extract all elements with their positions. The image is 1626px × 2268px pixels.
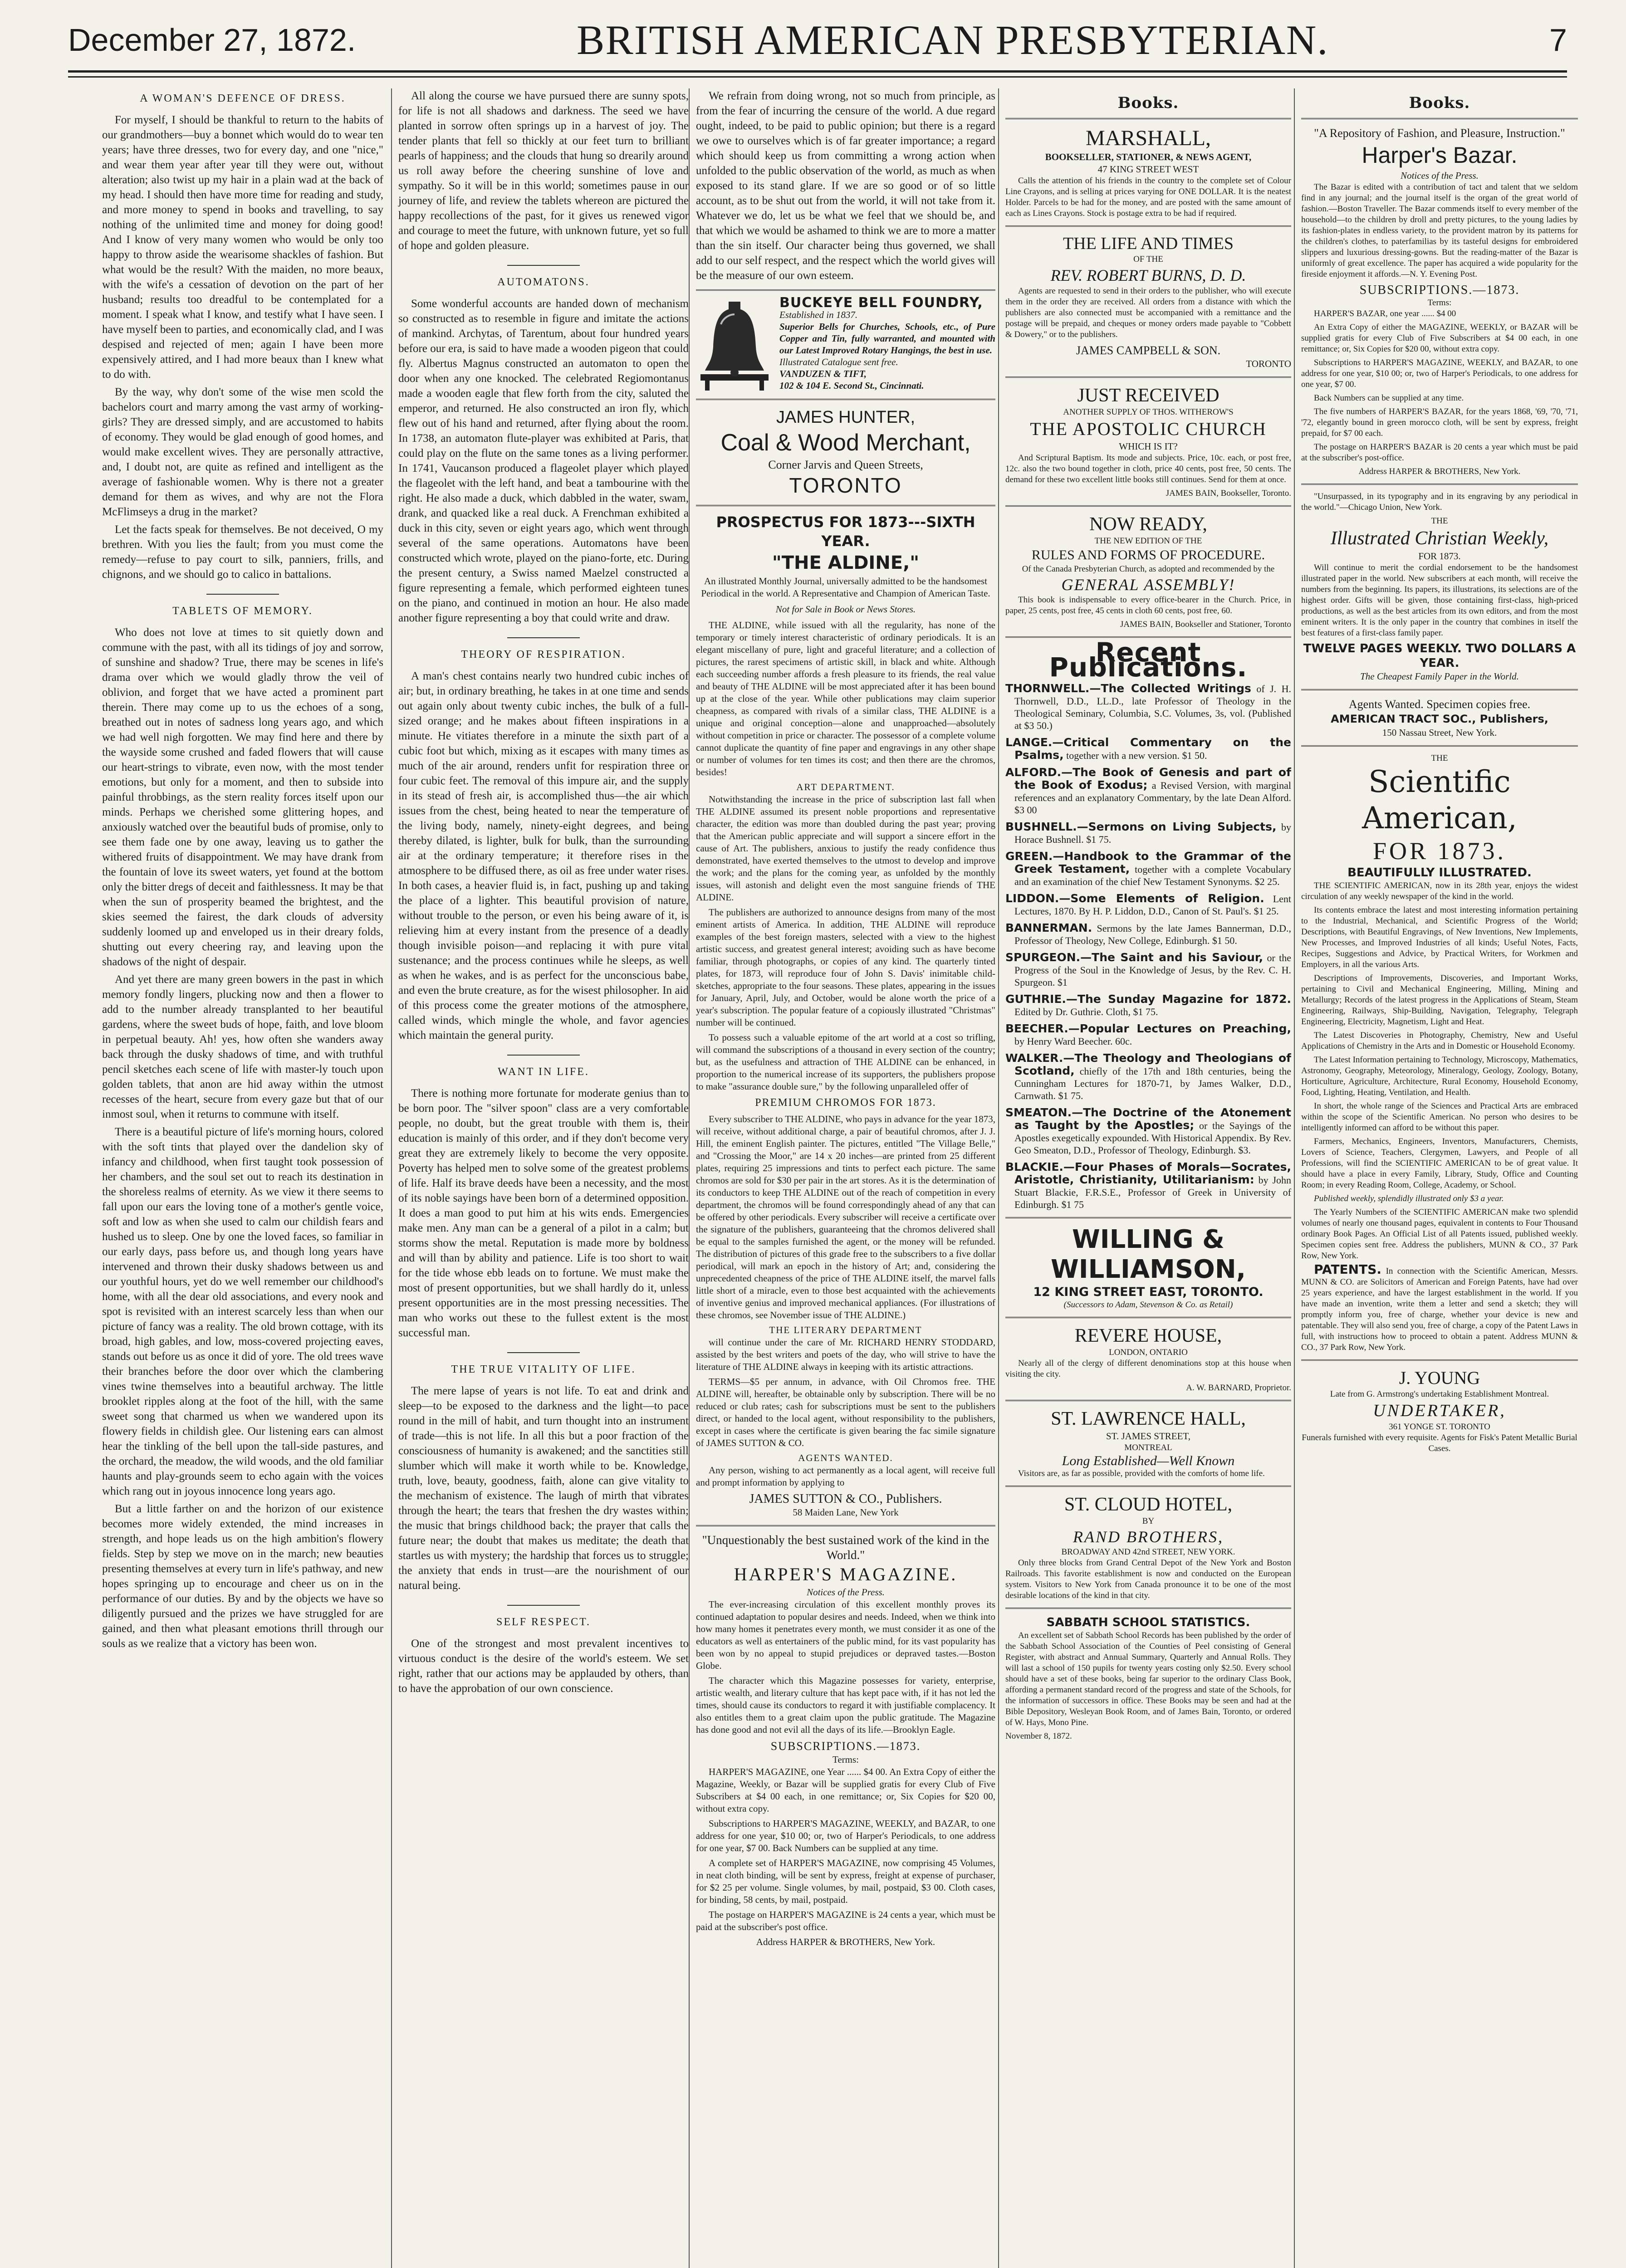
sabbath-school-text: An excellent set of Sabbath School Records has been published by the order of the Sabbath School Association of the Counties of Peel consisting of General Register, with abstract and Annual Summary, Quarterly and Annual Rolls. They will last a school of 150 pupils for twenty years costing only $2.50. Every school should have a set of these books, being far superior to the ordinary Class Book, affording a permanent standard record of the progress and state of the Schools, for the information of successors in office. These Books may be seen and had at the Bible Depository, Wesleyan Book Room, and of James Bain, Toronto, or ordered of W. Hays, Mono Pine. xyxy=(1005,1631,1291,1727)
books-heading: Books. xyxy=(1409,94,1470,112)
article-paragraph: Who does not love at times to sit quietly down and commune with the past, with all its tidings of joy and sorrow, of sunshine and shadow? True, there may be scenes in life's drama over which we would gladly throw the veil of oblivion, and forget that we have acted a prominent part therein. There may come up to us the echoes of a song, breathed out in notes of sadness long years ago, and which we had well nigh forgotten. We may find here and there by the wayside some crushed and faded flowers that will cause our heart-strings to vibrate, even now, with the most tender emotions, but only for a moment, and then to subside into painful throbbings, as the stern reality forces itself upon our minds. Perhaps we cherished some glittering hopes, and anxiously watched over the beautiful buds of promise, only to see them fade one by one away, leaving us to gather the withered fruits of disappointment. We may have drank from the fountain of love its sweet waters, yet found at the bottom only the bitter dregs of deceit and faithlessness. It may be that when the sun of prosperity beamed the brightest, and the skies seemed the fairest, the dark clouds of adversity suddenly loomed up and enveloped us in their dreary folds, shutting out every cheering ray, and leaving upon the shadows of the night of despair. xyxy=(102,626,383,968)
sabbath-school-heading: SABBATH SCHOOL STATISTICS. xyxy=(1046,1616,1250,1629)
publication-title: THORNWELL.—The Collected Writings xyxy=(1005,682,1251,695)
recent-publications-heading: Recent Publications. xyxy=(1049,637,1248,683)
rules-title: RULES AND FORMS OF PROCEDURE. xyxy=(1031,547,1265,562)
divider xyxy=(1005,1217,1291,1218)
terms-label: Terms: xyxy=(1427,298,1452,308)
bell-ad-body: Superior Bells for Churches, Schools, etc., of Pure Copper and Tin, fully warranted, and mounted with our Latest Improved Rotary Hangings, the best in use. xyxy=(779,321,995,356)
harpers-paragraph: Subscriptions to HARPER'S MAGAZINE, WEEKLY, and BAZAR, to one address for one year, $10 00; or, two of Harper's Periodicals, to one address for one year, $7 00. Back Numbers can be supplied at any time. xyxy=(696,1818,995,1853)
publication-item xyxy=(1005,682,1291,732)
aldine-subtitle: An illustrated Monthly Journal, universally admitted to be the handsomest Periodical in the world. A Representative and Champion of American Taste. xyxy=(701,576,990,599)
life-times-title: THE LIFE AND TIMES xyxy=(1063,234,1234,253)
publication-item xyxy=(1005,1022,1291,1047)
bain-signature: JAMES BAIN, Bookseller, Toronto. xyxy=(1166,489,1291,498)
st-cloud-address: BROADWAY AND 42nd STREET, NEW YORK. xyxy=(1061,1547,1235,1557)
publication-description: a Revised Version, with marginal references and an explanatory Commentary, by the late Dean Alford. $3 00 xyxy=(1014,780,1291,816)
for-1873: FOR 1873. xyxy=(1418,551,1461,562)
just-received: JUST RECEIVED xyxy=(1077,385,1220,406)
divider xyxy=(1301,689,1578,690)
article-heading: WANT IN LIFE. xyxy=(498,1066,589,1078)
divider xyxy=(696,289,995,291)
bell-icon xyxy=(696,297,773,392)
agents-wanted-heading: AGENTS WANTED. xyxy=(798,1452,893,1463)
article-paragraph: A man's chest contains nearly two hundred cubic inches of air; but, in ordinary breathing, he takes in at one time and sends out again only about twenty cubic inches, the bulk of a full-sized orange; and he makes about fifteen inspirations in a minute. He vitiates therefore in a minute the sixth part of a cubic foot but which, mixing as it escapes with many times as much of the air around, renders unfit for respiration three or four cubic feet. The removal of this impure air, and the supply in its stead of fresh air, is accomplished thus—the air which issues from the chest, being heated to near the temperature of the living body, namely, ninety-eight degrees, and being thereby dilated, is lighter, bulk for bulk, than the surrounding air at the ordinary temperature; it therefore rises in the atmosphere to be diffused there, as oil as free under water rises. In both cases, a heavier fluid is, in fact, pushing up and taking the place of a lighter. This beautiful provision of nature, without trouble to the person, or even his being aware of it, is relieving him at every instant from the presence of a deadly though invisible poison—and replacing it with pure vital sustenance; and the process continues while he sleeps, as well as when he wakes, and is as perfect for the unconscious babe, and even the brute creature, as for the wisest philosopher. In aid of this process come the greater motions of the atmosphere, called winds, which mingle the whole, and favor agencies which maintain the general purity. xyxy=(398,670,689,1041)
publication-item xyxy=(1005,922,1291,947)
publication-title: SPURGEON.—The Saint and his Saviour, xyxy=(1005,951,1264,964)
st-lawrence-city: MONTREAL xyxy=(1124,1443,1172,1452)
st-cloud-text: Only three blocks from Grand Central Depot of the New York and Boston Railroads. This favorite establishment is now and conducted on the European system. Visitors to New York from Canada pronounce it to be one of the most desirable locations of the kind in that city. xyxy=(1005,1558,1291,1600)
publication-title: BUSHNELL.—Sermons on Living Subjects, xyxy=(1005,820,1277,833)
divider xyxy=(1301,745,1578,747)
art-dept-heading: ART DEPARTMENT. xyxy=(796,782,895,792)
tract-society: AMERICAN TRACT SOC., Publishers, xyxy=(1331,713,1548,725)
willing-address: 12 KING STREET EAST, TORONTO. xyxy=(1033,1285,1264,1299)
sabbath-date: November 8, 1872. xyxy=(1005,1731,1072,1741)
life-times-text: Agents are requested to send in their orders to the publisher, who will execute them in the order they are received. All orders from a distance with which the publishers are also connected must be accompanied with a remittance and the postage will be prepaid, and cheques or money orders made payable to "Cobbett & Dowery," or to the publishers. xyxy=(1005,286,1291,339)
willing-successors: (Successors to Adam, Stevenson & Co. as Retail) xyxy=(1063,1300,1233,1310)
agents-wanted: Agents Wanted. Specimen copies free. xyxy=(1348,698,1531,711)
article-heading: THE TRUE VITALITY OF LIFE. xyxy=(451,1364,636,1375)
publication-description: of J. H. Thornwell, D.D., LL.D., late Professor of Theology in the Theological Seminary, Columbia, S.C. Volumes, 3s, vol. (Published at $3 50.) xyxy=(1014,683,1291,731)
press-notices: Notices of the Press. xyxy=(807,1587,885,1598)
divider xyxy=(1005,1317,1291,1318)
young-footer: Funerals furnished with every requisite. Agents for Fisk's Patent Metallic Burial Cases. xyxy=(1302,1433,1577,1453)
campbell-city: TORONTO xyxy=(1246,358,1291,369)
publication-title: LANGE.—Critical Commentary on the Psalms, xyxy=(1005,736,1291,762)
press-notices: Notices of the Press. xyxy=(1401,170,1479,181)
revere-city: LONDON, ONTARIO xyxy=(1109,1348,1188,1357)
unsurpassed-quote: "Unsurpassed, in its typography and in its engraving by any periodical in the world."—Chicago Union, New York. xyxy=(1301,492,1578,512)
divider xyxy=(507,1055,580,1056)
bazar-paragraph: Subscriptions to HARPER'S MAGAZINE, WEEKLY, and BAZAR, to one address for one year, $10 00; or, two of Harper's Periodicals, to one address for one year, $7 00. xyxy=(1301,358,1578,389)
publication-description: or the Sayings of the Apostles exegetically expounded. With Historical Appendix. By Rev. Geo Smeaton, D.D., Professor of Theology, Edinburgh. $3. xyxy=(1014,1120,1291,1156)
aldine-paragraph: Notwithstanding the increase in the price of subscription last fall when THE ALDINE assumed its present noble proportions and representative character, the edition was more than doubled during the past year; proving that the American public appreciate and will support a sincere effort in the cause of Art. The publishers, anxious to justify the ready confidence thus demonstrated, have exerted themselves to the utmost to develop and improve the work; and the plans for the coming year, as unfolded by the monthly issues, will astonish and delight even the most sanguine friends of THE ALDINE. xyxy=(696,794,995,903)
twelve-pages: TWELVE PAGES WEEKLY. TWO DOLLARS A YEAR. xyxy=(1303,642,1576,670)
harpers-paragraph: The ever-increasing circulation of this excellent monthly proves its continued adaptation to popular desires and needs. Indeed, when we think into how many homes it penetrates every month, we must consider it as one of the educators as well as entertainers of the public mind, for its vast popularity has been won by no appeal to stupid prejudices or depraved tastes.—Boston Globe. xyxy=(696,1599,995,1671)
divider xyxy=(1005,1486,1291,1487)
the-label: THE xyxy=(1431,753,1448,763)
publication-item xyxy=(1005,993,1291,1018)
aldine-paragraph: The publishers are authorized to announce designs from many of the most eminent artists of America. In addition, THE ALDINE will reproduce examples of the best foreign masters, selected with a view to the highest artistic success, and greatest general interest; avoiding such as have become familiar, through photographs, or copies of any kind. The quarterly tinted plates, for 1873, will reproduce four of John S. Davis' inimitable child-sketches, appropriate to the four seasons. These plates, appearing in the issues for January, April, July, and October, would be alone worth the price of a year's subscription. The popular feature of a copiously illustrated "Christmas" number will be continued. xyxy=(696,907,995,1028)
publication-item xyxy=(1005,736,1291,762)
repository-quote: "A Repository of Fashion, and Pleasure, Instruction." xyxy=(1314,127,1565,140)
harpers-paragraph: The character which this Magazine possesses for variety, enterprise, artistic wealth, and literary culture that has kept pace with, if it has not led the times, should cause its conductors to regard it with justifiable complacency. It also entitles them to a great claim upon the public gratitude. The Magazine has done good and not evil all the days of its life.—Brooklyn Eagle. xyxy=(696,1675,995,1735)
bazar-paragraph: The postage on HARPER'S BAZAR is 20 cents a year which must be paid at the subscriber's post-office. xyxy=(1301,442,1578,463)
publication-description: by Henry Ward Beecher. 60c. xyxy=(1014,1036,1132,1047)
divider xyxy=(1301,1359,1578,1361)
long-established: Long Established—Well Known xyxy=(1062,1453,1235,1468)
st-lawrence-text: Visitors are, as far as possible, provided with the comforts of home life. xyxy=(1018,1469,1265,1478)
publication-description: Edited by Dr. Guthrie. Cloth, $1 75. xyxy=(1014,1006,1158,1017)
publication-list xyxy=(1005,682,1291,1211)
st-cloud-by: BY xyxy=(1142,1516,1155,1526)
sutton-address: 58 Maiden Lane, New York xyxy=(793,1507,899,1518)
revere-house: REVERE HOUSE, xyxy=(1074,1325,1222,1346)
article-paragraph: But a little farther on and the horizon of our existence becomes more widely extended, the mind increases in strength, and hope leads us on the high ambition's flowery fields. Step by step we move on in the march; new beauties presenting themselves at every turn in life's pathway, and new hopes springing up to encourage and cheer us on in the performance of our duties. By and by the objects we have so diligently pursued and the prizes we have struggled for are gained, and then what pleasant emotions thrill through our souls as we realize that a victory has been won. xyxy=(102,1503,383,1650)
sci-am-paragraph: Farmers, Mechanics, Engineers, Inventors, Manufacturers, Chemists, Lovers of Science, Teachers, Clergymen, Lawyers, and People of all Professions, will find the SCIENTIFIC AMERICAN to be of great value. It should have a place in every Family, Library, Study, Office and Counting Room; in every Reading Room, College, Academy, or School. xyxy=(1301,1137,1578,1190)
apostolic-church-title: THE APOSTOLIC CHURCH xyxy=(1030,419,1267,439)
beautifully-illustrated: BEAUTIFULLY ILLUSTRATED. xyxy=(1347,866,1532,880)
article-heading: TABLETS OF MEMORY. xyxy=(172,605,313,617)
sci-am-paragraph: The Latest Information pertaining to Technology, Microscopy, Mathematics, Astronomy, Geography, Meteorology, Mineralogy, Geology, Zoology, Botany, Horticulture, Agriculture, Architecture, Rural Economy, Household Economy, Food, Lighting, Heating, Ventilation, and Health. xyxy=(1301,1055,1578,1097)
st-lawrence-hall: ST. LAWRENCE HALL, xyxy=(1051,1408,1246,1429)
scientific-american-title: Scientific American, xyxy=(1362,764,1517,836)
divider xyxy=(1005,376,1291,378)
article-paragraph: The mere lapse of years is not life. To eat and drink and sleep—to be exposed to the darkness and the light—to pace round in the mill of habit, and turn thought into an instrument of trade—this is not life. In all this but a poor fraction of the consciousness of humanity is awakened; and the sanctities still slumber which will make it worth while to be. Knowledge, truth, love, beauty, goodness, faith, alone can give vitality to the mechanism of existence. The laugh of mirth that vibrates through the heart; the tears that freshen the dry wastes within; the music that brings childhood back; the prayer that calls the future near; the doubt that makes us meditate; the death that startles us with mystery; the hardship that forces us to struggle; the anxiety that ends in trust—are the nourishment of our natural being. xyxy=(398,1385,689,1592)
bell-ad-established: Established in 1837. xyxy=(779,309,858,320)
divider xyxy=(1005,225,1291,227)
harpers-paragraph: The postage on HARPER'S MAGAZINE is 24 cents a year, which must be paid at the subscriber's post office. xyxy=(696,1909,995,1932)
patents-label: PATENTS. xyxy=(1314,1262,1382,1277)
column-5 xyxy=(1294,88,1578,2268)
bazar-paragraph: An Extra Copy of either the MAGAZINE, WEEKLY, or BAZAR will be supplied gratis for every Club of Five Subscribers at $4 00 each, in one remittance; or, Six Copies for $20 00, without extra copy. xyxy=(1301,323,1578,354)
rand-brothers: RAND BROTHERS, xyxy=(1073,1528,1224,1546)
publication-title: GREEN.—Handbook to the Grammar of the Greek Testament, xyxy=(1005,850,1291,875)
literary-dept-heading: THE LITERARY DEPARTMENT xyxy=(769,1325,922,1335)
subscriptions-heading: SUBSCRIPTIONS.—1873. xyxy=(1359,283,1520,297)
publication-item xyxy=(1005,821,1291,846)
tract-address: 150 Nassau Street, New York. xyxy=(1382,727,1497,738)
marshall-address: 47 KING STREET WEST xyxy=(1097,164,1199,175)
article-paragraph: One of the strongest and most prevalent incentives to virtuous conduct is the desire of the world's esteem. We set right, rather that our actions may be applauded by others, than to have the approbation of our own conscience. xyxy=(398,1637,689,1695)
harpers-paragraph: A complete set of HARPER'S MAGAZINE, now comprising 45 Volumes, in neat cloth binding, will be sent by express, freight at expense of purchaser, for $2 25 per volume. Single volumes, by mail, postpaid, $3 00. Cloth cases, for binding, 58 cents, by mail, postpaid. xyxy=(696,1857,995,1905)
publication-item xyxy=(1005,766,1291,816)
for-1873: FOR 1873. xyxy=(1372,837,1507,865)
hunter-city: TORONTO xyxy=(789,474,902,497)
article-paragraph: Let the facts speak for themselves. Be not deceived, O my brethren. With you lies the fault; from you must come the remedy—refuse to pay court to silk, panniers, frills, and chignons, and we should go to calico in battalions. xyxy=(102,523,383,581)
masthead xyxy=(68,9,1567,73)
article-heading: A WOMAN'S DEFENCE OF DRESS. xyxy=(140,93,346,104)
st-lawrence-street: ST. JAMES STREET, xyxy=(1106,1431,1190,1442)
sci-am-paragraph: Published weekly, splendidly illustrated only $3 a year. xyxy=(1314,1194,1504,1203)
issue-date: December 27, 1872. xyxy=(68,22,356,58)
article-paragraph: There is a beautiful picture of life's morning hours, colored with the soft tints that played over the dandelion sky of infancy and childhood, when first taught took possession of her chambers, and the soul set out to reach its destination in the shoreless realms of eternity. As we view it there seems to fall upon our ears the loving tone of a mother's gentle voice, soft and low as when she used to calm our childish fears and hushed us to sleep. One by one the loved faces, so familiar in our early days, pass before us, and though long years have intervened and thrown their dusky shadows between us and our youthful hours, yet do we well remember our childhood's home, with all the dear old associations, and every nook and spot is revisited with an interest scarcely less than when our picture of fancy was a reality. The old brown cottage, with its broad, high gables, and low, moss-covered projecting eaves, stands out before us as once it did of yore. The old trees wave their branches before the door over which the clambering vines twine themselves into a beautiful archway. The little brooklet ripples along at the foot of the hill, with the same sweet song that charmed us when we wandered upon its flowery fields in childish glee. Our listening ears can almost hear the tinkling of the bell upon the tall-side pastures, and the orchard, the meadow, the wild woods, and the old familiar haunts and play-grounds seem to echo again with the voices which rang out in joyous innocence long years ago. xyxy=(102,1126,383,1497)
publication-item xyxy=(1005,1052,1291,1102)
divider xyxy=(1301,118,1578,119)
young-name: J. YOUNG xyxy=(1399,1368,1480,1388)
sci-am-paragraph: The Latest Discoveries in Photography, Chemistry, New and Useful Applications of Chemistry in the Arts and in Domestic or Household Economy. xyxy=(1301,1031,1578,1051)
subscriptions-heading: SUBSCRIPTIONS.—1873. xyxy=(770,1740,921,1753)
illustrated-christian-weekly: Illustrated Christian Weekly, xyxy=(1330,528,1549,549)
hunter-name: JAMES HUNTER, xyxy=(776,408,916,427)
harpers-magazine-title: HARPER'S MAGAZINE. xyxy=(734,1564,958,1584)
publication-description: Lent Lectures, 1870. By H. P. Liddon, D.D., Canon of St. Paul's. $1 25. xyxy=(1014,893,1291,917)
harpers-address: Address HARPER & BROTHERS, New York. xyxy=(756,1936,935,1947)
marshall-trade: BOOKSELLER, STATIONER, & NEWS AGENT, xyxy=(1045,152,1252,162)
publication-title: GUTHRIE.—The Sunday Magazine for 1872. xyxy=(1005,992,1291,1006)
publication-item xyxy=(1005,1106,1291,1156)
divider xyxy=(507,1605,580,1606)
cheapest-paper: The Cheapest Family Paper in the World. xyxy=(1360,671,1519,682)
bain-signature: JAMES BAIN, Bookseller and Stationer, Toronto xyxy=(1120,620,1291,629)
bell-ad-address: 102 & 104 E. Second St., Cincinnati. xyxy=(779,380,924,391)
divider xyxy=(206,594,279,595)
publication-title: BEECHER.—Popular Lectures on Preaching, xyxy=(1005,1022,1291,1035)
bazar-paragraph: Back Numbers can be supplied at any time. xyxy=(1314,393,1464,403)
publication-description: by Horace Bushnell. $1 75. xyxy=(1014,821,1291,845)
chromos-heading: PREMIUM CHROMOS FOR 1873. xyxy=(755,1097,936,1109)
publication-title: ALFORD.—The Book of Genesis and part of the Book of Exodus; xyxy=(1005,766,1291,792)
article-paragraph: For myself, I should be thankful to return to the habits of our grandmothers—buy a bonnet which would do to wear ten years; have three dresses, two for every day, and one "nice," and wear them year after year till they were out, without alteration; also twist up my hair in a plain wad at the back of my head. I should then have more time for reading and study, and more money to spend in books and travelling, to say nothing of the unlimited time and money for doing good! And I know of very many women who would be only too happy to throw aside the wearisome shackles of fashion. But what would be the result? With the maiden, no more beaux, with the wife's a cessation of devotion on the part of her husband; results too dreadful to be contemplated for a moment. I speak what I know, and testify what I have seen. I have myself been to parties, and economically clad, and I was despised and rejected of men; again I have been more expensively attired, and I had more beaux than I knew what to do with. xyxy=(102,114,383,381)
publication-description: chiefly of the 17th and 18th centuries, being the Cunningham Lectures for 1870-71, by James Walker, D.D., Carnwath. $1 75. xyxy=(1014,1066,1291,1101)
which-is-it: WHICH IS IT? xyxy=(1119,441,1178,452)
divider xyxy=(1005,1608,1291,1609)
bazar-text: The Bazar is edited with a contribution of tact and talent that we seldom find in any journal; and the journal itself is the organ of the great world of fashion.—Boston Traveller. The Bazar commends itself to every member of the household—to the children by droll and pretty pictures, to the young ladies by its fashion-plates in endless variety, to the provident matron by its patterns for the children's clothes, to paterfamilias by its tasteful designs for embroidered slippers and luxurious dressing-gowns. But the reading-matter of the Bazar is uniformly of great excellence. The paper has acquired a wide popularity for the fireside enjoyment it affords.—N. Y. Evening Post. xyxy=(1301,182,1578,279)
publication-description: together with a new version. $1 50. xyxy=(1066,750,1207,761)
young-address: 361 YONGE ST. TORONTO xyxy=(1389,1422,1490,1432)
publication-title: LIDDON.—Some Elements of Religion. xyxy=(1005,892,1264,905)
revere-text: Nearly all of the clergy of different denominations stop at this house when visiting the city. xyxy=(1005,1359,1291,1379)
general-assembly: GENERAL ASSEMBLY! xyxy=(1061,576,1235,594)
column-1 xyxy=(102,88,383,2268)
publication-description: or the Progress of the Soul in the Knowledge of Jesus, by the Rev. C. H. Spurgeon. $1 xyxy=(1014,952,1291,988)
aldine-terms: TERMS—$5 per annum, in advance, with Oil Chromos free. THE ALDINE will, hereafter, be obtainable only by subscription. There will be no reduced or club rates; cash for subscriptions must be sent to the publishers direct, or handed to the local agent, without responsibility to the publishers, except in cases where the certificate is given bearing the fac simile signature of JAMES SUTTON & CO. xyxy=(696,1376,995,1448)
agents-text: Any person, wishing to act permanently as a local agent, will receive full and prompt information by applying to xyxy=(696,1465,995,1488)
general-assembly-text: This book is indispensable to every office-bearer in the Church. Price, in paper, 25 cents, post free, 45 cents in cloth 60 cents, post free, 60. xyxy=(1005,595,1291,616)
aldine-paragraph: THE ALDINE, while issued with all the regularity, has none of the temporary or timely interest characteristic of ordinary periodicals. It is an elegant miscellany of pure, light and graceful literature; and a collection of pictures, the rarest specimens of artistic skill, in black and white. Although each succeeding number affords a fresh pleasure to its friends, the real value and beauty of THE ALDINE will be most appreciated after it has been bound up at the close of the year. While other publications may claim superior cheapness, as compared with rivals of a similar class, THE ALDINE is a unique and original conception—alone and unapproached—absolutely without competition in price or character. The possessor of a complete volume cannot duplicate the quantity of fine paper and engravings in any other shape or number of volumes for ten times its cost; and then there are the chromos, besides! xyxy=(696,620,995,777)
aldine-paragraph: will continue under the care of Mr. RICHARD HENRY STODDARD, assisted by the best writers and poets of the day, who will strive to have the literature of THE ALDINE always in keeping with its artistic attractions. xyxy=(696,1337,995,1372)
bell-foundry-ad xyxy=(696,297,995,392)
article-heading: AUTOMATONS. xyxy=(497,276,590,288)
bell-ad-heading: BUCKEYE BELL FOUNDRY, xyxy=(779,295,983,311)
article-paragraph: By the way, why don't some of the wise men scold the bachelors court and marry among the vast army of working-girls? They are dressed simply, and are accustomed to habits of economy. They would be glad enough of good homes, and would make excellent wives. They are personally attractive, and, I doubt not, are quite as refined and intelligent as the average of fashionable women. Why is there not a greater demand for them as wives, and why are not the Flora McFlimseys a drug in the market? xyxy=(102,386,383,518)
aldine-paragraph: Every subscriber to THE ALDINE, who pays in advance for the year 1873, will receive, without additional charge, a pair of beautiful chromos, after J. J. Hill, the eminent English painter. The pictures, entitled "The Village Belle," and "Crossing the Moor," are 14 x 20 inches—are printed from 25 different plates, requiring 25 impressions and tints to perfect each picture. The same chromos are sold for $30 per pair in the art stores. As it is the determination of its conductors to keep THE ALDINE out of the reach of competition in every department, the chromos will be found correspondingly ahead of any that can be offered by other periodicals. Every subscriber will receive a certificate over the signature of the publishers, guaranteeing that the chromos delivered shall be equal to the samples furnished the agent, or the money will be refunded. The distribution of pictures of this grade free to the subscribers to a five dollar periodical, will mark an epoch in the history of Art; and, considering the unprecedented cheapness of the price of THE ALDINE itself, the marvel falls little short of a miracle, even to those best acquainted with the achievements of inventive genius and improved mechanical appliances. (For illustrations of these chromos, see November issue of THE ALDINE.) xyxy=(696,1114,995,1320)
publication-description: Sermons by the late James Bannerman, D.D., Professor of Theology, New College, Edinburgh. $1 50. xyxy=(1014,923,1291,946)
harpers-bazar-title: Harper's Bazar. xyxy=(1362,142,1518,168)
bell-ad-text xyxy=(779,297,995,391)
column-3 xyxy=(689,88,995,2268)
divider xyxy=(507,637,580,638)
aldine-paragraph: To possess such a valuable epitome of the art world at a cost so trifling, will command the subscriptions of a thousand in every section of the country; but, as the usefulness and attraction of THE ALDINE can be enhanced, in proportion to the numerical increase of its supporters, the publishers propose to make "assurance double sure," by the following unparalleled offer of xyxy=(696,1032,995,1092)
publication-item xyxy=(1005,850,1291,888)
newspaper-title: BRITISH AMERICAN PRESBYTERIAN. xyxy=(576,16,1329,63)
st-cloud-hotel: ST. CLOUD HOTEL, xyxy=(1064,1494,1233,1515)
article-heading: SELF RESPECT. xyxy=(496,1616,591,1628)
bell-ad-firm: VANDUZEN & TIFT, xyxy=(779,368,867,379)
the-label: THE xyxy=(1431,516,1448,526)
bazar-address: Address HARPER & BROTHERS, New York. xyxy=(1358,467,1521,476)
prospectus-heading: PROSPECTUS FOR 1873---SIXTH YEAR. xyxy=(716,513,975,550)
new-edition: THE NEW EDITION OF THE xyxy=(1094,536,1202,546)
column-2 xyxy=(391,88,689,2268)
publication-item xyxy=(1005,892,1291,917)
sci-am-paragraph: In short, the whole range of the Sciences and Practical Arts are embraced within the scope of the Scientific American. No person who desires to be intelligently informed can afford to be without this paper. xyxy=(1301,1101,1578,1133)
illustrated-weekly-text: Will continue to merit the cordial endorsement to be the handsomest illustrated paper in the world. New subscribers at each month, will receive the numbers from the beginning. Its papers, its illustrations, its selections are of the highest order. Gifts will be given, those containing first-class, high-priced productions, as well as the best articles from its own editors, and from the most eminent writers. It is the only paper in the country that combines in itself the best features of a first-class family paper. xyxy=(1301,563,1578,638)
article-heading: THEORY OF RESPIRATION. xyxy=(461,649,626,660)
article-paragraph: All along the course we have pursued there are sunny spots, for life is not all shadows and darkness. The seed we have planted in sorrow often springs up in a harvest of joy. The tender plants that fell so thickly at our feet turn to brilliant pearls of happiness; and the clouds that hung so drearily around us roll away before the cheering sunshine of love and sympathy. So it will be in this world; sometimes pause in our journey of life, and review the tablets whereon are pictured the happy recollections of the past, for it gives us renewed vigor and courage to meet the future, with unknown future, yet so full of hope and golden pleasure. xyxy=(398,90,689,252)
publication-title: SMEATON.—The Doctrine of the Atonement as Taught by the Apostles; xyxy=(1005,1106,1291,1132)
patents-text: In connection with the Scientific American, Messrs. MUNN & CO. are Solicitors of American and Foreign Patents, have had over 25 years experience, and have the largest establishment in the world. If you have made an invention, write them a letter and send a sketch; they will promptly inform you, free of charge, whether your device is new and patentable. They will also send you, free of charge, a copy of the Patent Laws in full, with instructions how to proceed to obtain a patent. Address MUNN & CO., 37 Park Row, New York. xyxy=(1301,1266,1578,1352)
aldine-title: "THE ALDINE," xyxy=(772,552,920,573)
article-paragraph: Some wonderful accounts are handed down of mechanism so constructed as to resemble in figure and imitate the actions of mankind. Archytas, of Tarentum, about four hundred years before our era, is said to have made a wooden pigeon that could fly. Albertus Magnus constructed an automaton to open the door when any one knocked. The celebrated Regiomontanus made a wooden eagle that flew forth from the city, saluted the emperor, and returned. He also constructed an iron fly, which flew out of his hand and returned, after flying about the room. In 1738, an automaton flute-player was exhibited at Paris, that could play on the flute on the same tones as a living performer. In 1741, Vaucanson produced a flageolet player which played the flageolet with the left hand, and beat a tambourine with the right. He also made a duck, which dabbled in the water, swam, drank, and quacked like a real duck. A Frenchman exhibited a duck in this city, seven or eight years ago, which went through several of the same operations. Automatons have been constructed which wrote, played on the piano-forte, etc. During the present century, a Swiss named Maelzel constructed a figure representing a female, which performed eighteen tunes on the piano, and continued in motion an hour. He also made another figure representing a boy that could write and draw. xyxy=(398,298,689,624)
young-text: Late from G. Armstrong's undertaking Establishment Montreal. xyxy=(1330,1389,1549,1399)
divider xyxy=(696,1525,995,1526)
harpers-paragraph: HARPER'S MAGAZINE, one Year ...... $4 00. An Extra Copy of either the Magazine, Weekly, or Bazar will be supplied gratis for every Club of Five Subscribers at $4 00 each, in one remittance; or, Six Copies for $20 00, without extra copy. xyxy=(696,1766,995,1814)
hunter-trade: Coal & Wood Merchant, xyxy=(720,430,971,456)
divider xyxy=(507,1352,580,1353)
article-paragraph: And yet there are many green bowers in the past in which memory fondly lingers, plucking now and then a flower to add to the number already transplanted to her beautiful gardens, where the sweet buds of hope, faith, and love bloom in perpetual beauty. Ah! yes, how often she wanders away back through the dusky shadows of time, and with truthful pencil sketches each scene of life with master-ly touch upon golden tablets, that anon are hid away within the utmost recesses of the heart, secure from every gaze but that of our inmost soul, when it returns to commune with itself. xyxy=(102,973,383,1120)
publication-item xyxy=(1005,951,1291,988)
terms-label: Terms: xyxy=(832,1754,859,1765)
publication-description: together with a complete Vocabulary and an examination of the chief New Testament Synonyms. $2 25. xyxy=(1014,864,1291,887)
divider xyxy=(696,399,995,400)
divider xyxy=(507,265,580,266)
article-paragraph: We refrain from doing wrong, not so much from principle, as from the fear of incurring the censure of the world. A due regard ought, indeed, to be paid to public opinion; but there is a regard we owe to ourselves which is of far greater importance; a regard which should keep us from committing a wrong action when unfolded to the public observation of the world, as much as when exposed to its stand glare. If we are so good or of so little account, as to be shut out from the world, it will not take from it. Whatever we do, let us be what we feel that we should be, and that which we would be ashamed to think we are to more a matter than the sin itself. Our character being thus governed, we shall add to our self respect, and the respect which the world gives will be the measure of our own esteem. xyxy=(696,90,995,282)
just-received-sub: ANOTHER SUPPLY OF THOS. WITHEROW'S xyxy=(1063,407,1234,417)
willing-williamson: WILLING & WILLIAMSON, xyxy=(1051,1225,1246,1284)
not-for-sale: Not for Sale in Book or News Stores. xyxy=(775,604,916,615)
column-4 xyxy=(998,88,1291,2268)
undertaker-title: UNDERTAKER, xyxy=(1373,1401,1506,1420)
publication-description: by John Stuart Blackie, F.R.S.E., Professor of Greek in University of Edinburgh. $1 75 xyxy=(1014,1174,1291,1210)
page-number: 7 xyxy=(1549,22,1567,58)
publication-title: WALKER.—The Theology and Theologians of Scotland, xyxy=(1005,1051,1291,1077)
life-times-of: OF THE xyxy=(1133,254,1163,264)
marshall-text: Calls the attention of his friends in the country to the complete set of Colour Line Crayons, and is selling at prices varying for ONE DOLLAR. It is the neatest Holder. Parcels to be had for the money, and are posted with the same amount of each as Lines Crayons. Stock is postage extra to be had if required. xyxy=(1005,176,1291,218)
sci-am-paragraph: Descriptions of Improvements, Discoveries, and Important Works, pertaining to Civil and Mechanical Engineering, Milling, Mining and Metallurgy; Records of the latest progress in the Applications of Steam, Steam Engineering, Railways, Ship-Building, Navigation, Telegraphy, Telegraph Engineering, Electricity, Magnetism, Light and Heat. xyxy=(1301,973,1578,1026)
divider xyxy=(1005,1400,1291,1401)
bell-ad-catalogue: Illustrated Catalogue sent free. xyxy=(779,357,898,367)
publication-title: BANNERMAN. xyxy=(1005,921,1092,934)
marshall-name: MARSHALL, xyxy=(1085,126,1211,150)
rules-subtitle: Of the Canada Presbyterian Church, as adopted and recommended by the xyxy=(1022,564,1275,574)
masthead-rule xyxy=(68,76,1567,78)
life-times-name: REV. ROBERT BURNS, D. D. xyxy=(1050,266,1246,284)
now-ready: NOW READY, xyxy=(1089,514,1207,535)
sci-am-paragraph: THE SCIENTIFIC AMERICAN, now in its 28th year, enjoys the widest circulation of any weekly newspaper of the kind in the world. xyxy=(1301,881,1578,901)
sutton-publishers: JAMES SUTTON & CO., Publishers. xyxy=(749,1492,942,1506)
sci-am-paragraph: Its contents embrace the latest and most interesting information pertaining to the Industrial, Mechanical, and Scientific Progress of the World; Descriptions, with Beautiful Engravings, of New Inventions, New Implements, New Processes, and Improved Industries of all kinds; Useful Notes, Facts, Recipes, Suggestions and Advice, by Practical Writers, for Workmen and Employers, in all the various Arts. xyxy=(1301,905,1578,969)
divider xyxy=(1301,484,1578,485)
divider xyxy=(696,505,995,506)
harpers-quote: "Unquestionably the best sustained work of the kind in the World." xyxy=(702,1533,989,1562)
bazar-paragraph: The five numbers of HARPER'S BAZAR, for the years 1868, '69, '70, '71, '72, elegantly bound in green morocco cloth, will be sent by express, freight prepaid, for $7 00 each. xyxy=(1301,407,1578,438)
revere-proprietor: A. W. BARNARD, Proprietor. xyxy=(1186,1383,1291,1393)
sci-am-paragraph: The Yearly Numbers of the SCIENTIFIC AMERICAN make two splendid volumes of nearly one thousand pages, equivalent in contents to Four Thousand ordinary Book Pages. An Official List of all Patents issued, published weekly. Specimen copies sent free. Address the publishers, MUNN & CO., 37 Park Row, New York. xyxy=(1301,1207,1578,1261)
publication-title: BLACKIE.—Four Phases of Morals—Socrates, Aristotle, Christianity, Utilitarianism: xyxy=(1005,1160,1291,1186)
books-heading: Books. xyxy=(1117,94,1179,112)
hunter-corner: Corner Jarvis and Queen Streets, xyxy=(768,458,923,471)
publication-item xyxy=(1005,1161,1291,1211)
bazar-price: HARPER'S BAZAR, one year ...... $4 00 xyxy=(1314,309,1456,318)
divider xyxy=(1005,505,1291,507)
received-text: And Scriptural Baptism. Its mode and subjects. Price, 10c. each, or post free, 12c. also the two bound together in cloth, price 40 cents, post free, 50 cents. The demand for these two excellent little books still continues. Send for them at once. xyxy=(1005,453,1291,484)
article-paragraph: There is nothing more fortunate for moderate genius than to be born poor. The "silver spoon" class are a very comfortable people, no doubt, but the great trouble with them is, their education is mainly of this order, and if they don't become very great they are extremely likely to become the very opposite. Poverty has helped men to solve some of the greatest problems of life. Half its brave deeds have been a necessity, and the most of its noble sayings have been born of a determined opposition. It does a man good to put him at his wits ends. Emergencies make men. Any man can be a general of a pilot in a calm; but storms show the metal. Reputation is made more by boldness and will than by ability and patience. Life is too short to wait for the tide whose ebb leads on to fortune. We must make the most of present opportunities, but we shall hardly do it, unless present opportunities are in the most pressing necessities. The man who works out these to the fullest extent is the most successful man. xyxy=(398,1087,689,1339)
campbell-firm: JAMES CAMPBELL & SON. xyxy=(1076,344,1221,357)
divider xyxy=(1005,118,1291,119)
